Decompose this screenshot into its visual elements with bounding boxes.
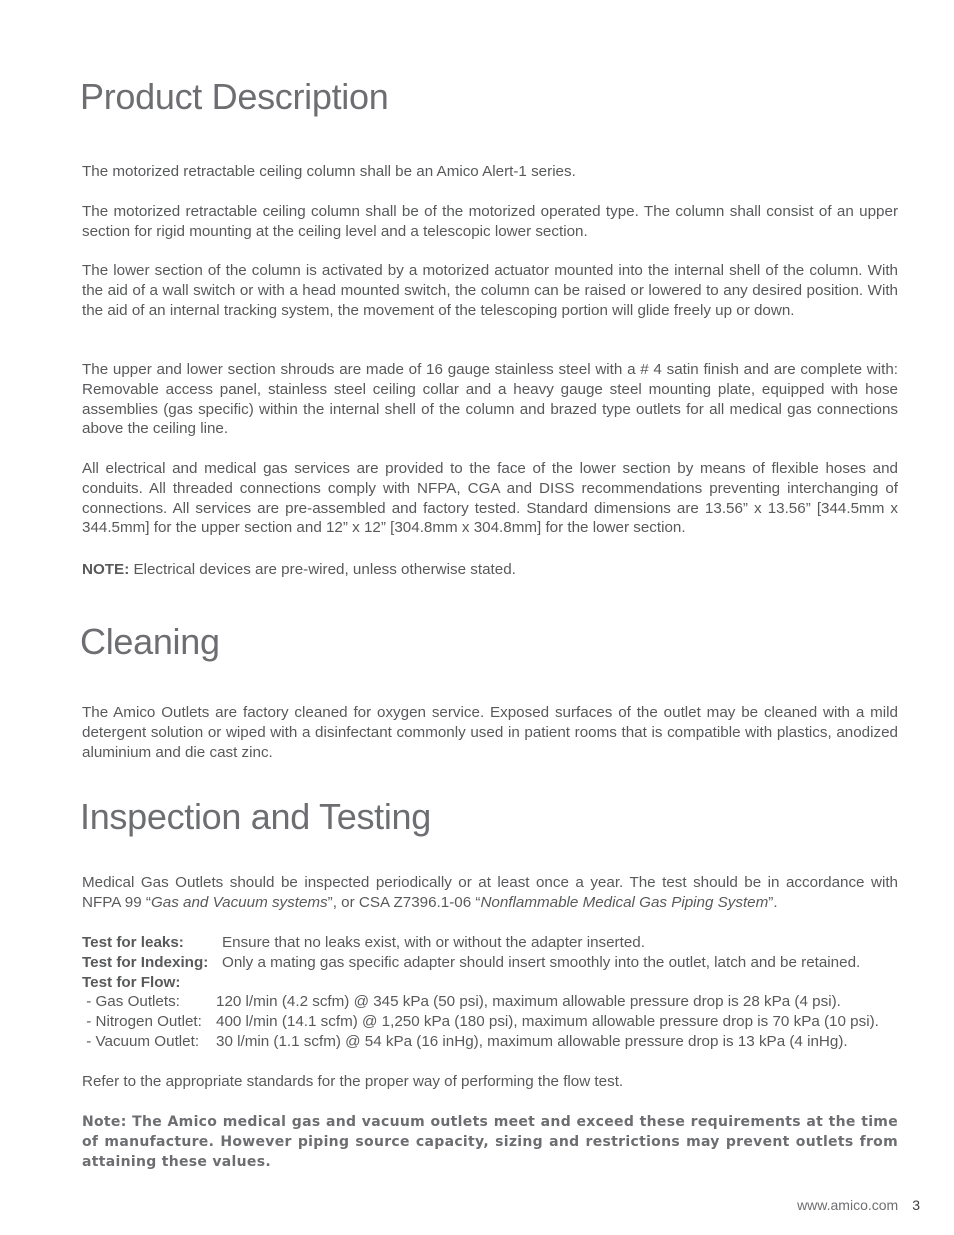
test-leaks-row	[82, 933, 645, 953]
test-indexing-row	[82, 953, 860, 973]
flow-row-text: 120 l/min (4.2 scfm) @ 345 kPa (50 psi), maximum allowable pressure drop is 28 kPa (4 psi).	[216, 993, 841, 1010]
test-leaks-text: Ensure that no leaks exist, with or without the adapter inserted.	[222, 934, 645, 951]
flow-row-gas	[82, 992, 841, 1012]
flow-row-vacuum	[82, 1032, 848, 1052]
flow-row-label: - Gas Outlets:	[82, 993, 180, 1010]
test-flow-label: Test for Flow:	[82, 974, 181, 991]
flow-row-label: - Vacuum Outlet:	[82, 1033, 200, 1050]
paragraph: The upper and lower section shrouds are made of 16 gauge stainless steel with a # 4 satin finish and are complete with: Removable access panel, stainless steel ceiling collar and a heavy gauge steel mounting plate, equipped with hose assemblies (gas specific) within the internal shell of the column and brazed type outlets for all medical gas connections above the ceiling line.	[82, 361, 898, 438]
flow-row-text: 30 l/min (1.1 scfm) @ 54 kPa (16 inHg), maximum allowable pressure drop is 13 kPa (4 inHg).	[216, 1033, 848, 1050]
page-footer	[797, 1197, 920, 1213]
intro-italic: Gas and Vacuum systems	[150, 893, 328, 911]
flow-row-label: - Nitrogen Outlet:	[82, 1013, 202, 1030]
flow-row-nitrogen	[82, 1012, 879, 1032]
paragraph: The motorized retractable ceiling column shall be an Amico Alert-1 series.	[82, 163, 576, 180]
intro-italic: Nonflammable Medical Gas Piping System	[480, 893, 769, 911]
test-indexing-label: Test for Indexing:	[82, 954, 209, 971]
intro-text: ”.	[768, 893, 778, 911]
intro-paragraph	[82, 873, 898, 913]
test-leaks-label: Test for leaks:	[82, 934, 184, 951]
bold-note-paragraph: Note: The Amico medical gas and vacuum outlets meet and exceed these requirements at the time of manufacture. However piping source capacity, sizing and restrictions may prevent outlets from attaining these values.	[82, 1114, 898, 1170]
paragraph: The Amico Outlets are factory cleaned for oxygen service. Exposed surfaces of the outlet may be cleaned with a mild detergent solution or wiped with a disinfectant commonly used in patient rooms that is compatible with plastics, anodized aluminium and die cast zinc.	[82, 704, 898, 761]
note-paragraph	[82, 560, 898, 580]
paragraph: The motorized retractable ceiling column shall be of the motorized operated type. The column shall consist of an upper section for rigid mounting at the ceiling level and a telescopic lower section.	[82, 203, 898, 240]
paragraph: All electrical and medical gas services are provided to the face of the lower section by means of flexible hoses and conduits. All threaded connections comply with NFPA, CGA and DISS recommendations preventing interchanging of connections. All services are pre-assembled and factory tested. Standard dimensions are 13.56” x 13.56” [344.5mm x 344.5mm] for the upper section and 12” x 12” [304.8mm x 304.8mm] for the lower section.	[82, 460, 898, 537]
note-label: NOTE:	[82, 561, 130, 578]
intro-text: ”, or CSA Z7396.1-06 “	[327, 893, 481, 911]
section-title-cleaning: Cleaning	[80, 621, 220, 662]
section-title-product-description: Product Description	[80, 76, 389, 117]
page-number: 3	[912, 1197, 920, 1213]
test-indexing-text: Only a mating gas specific adapter should insert smoothly into the outlet, latch and be retained.	[222, 954, 861, 971]
intro-text: Medical Gas Outlets should be inspected periodically or at least once a year. The test should be in accordance with NFPA 99 “	[82, 874, 898, 911]
note-text: Electrical devices are pre-wired, unless otherwise stated.	[129, 561, 516, 578]
paragraph: The lower section of the column is activated by a motorized actuator mounted into the internal shell of the column. With the aid of a wall switch or with a head mounted switch, the column can be raised or lowered to any desired position. With the aid of an internal tracking system, the movement of the telescoping portion will glide freely up or down.	[82, 262, 898, 319]
refer-paragraph: Refer to the appropriate standards for the proper way of performing the flow test.	[82, 1073, 624, 1090]
footer-url: www.amico.com	[797, 1197, 899, 1213]
flow-row-text: 400 l/min (14.1 scfm) @ 1,250 kPa (180 psi), maximum allowable pressure drop is 70 kPa (10 psi).	[216, 1013, 879, 1030]
section-title-inspection-testing: Inspection and Testing	[80, 796, 431, 837]
test-flow-row	[82, 973, 180, 993]
